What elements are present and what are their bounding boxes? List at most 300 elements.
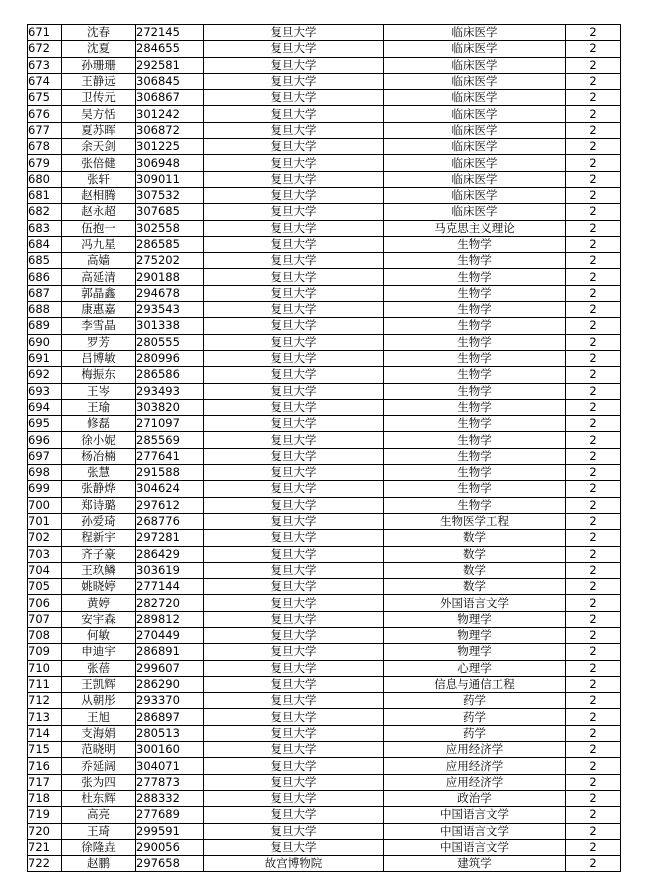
institution-cell: 复旦大学 xyxy=(204,139,384,155)
table-row xyxy=(28,465,621,481)
major-cell: 生物学 xyxy=(384,399,566,415)
major-cell: 临床医学 xyxy=(384,204,566,220)
name-cell: 孙珊珊 xyxy=(62,57,136,73)
table-row xyxy=(28,334,621,350)
name-cell: 王旭 xyxy=(62,709,136,725)
count-cell: 2 xyxy=(566,187,621,203)
institution-cell: 复旦大学 xyxy=(204,171,384,187)
institution-cell: 复旦大学 xyxy=(204,302,384,318)
institution-cell: 复旦大学 xyxy=(204,204,384,220)
count-cell: 2 xyxy=(566,627,621,643)
table-row xyxy=(28,57,621,73)
row-index-cell: 683 xyxy=(28,220,62,236)
number-cell: 271097 xyxy=(136,416,204,432)
major-cell: 生物学 xyxy=(384,383,566,399)
major-cell: 中国语言文学 xyxy=(384,807,566,823)
name-cell: 王琦 xyxy=(62,823,136,839)
table-row xyxy=(28,611,621,627)
number-cell: 301338 xyxy=(136,318,204,334)
institution-cell: 复旦大学 xyxy=(204,660,384,676)
row-index-cell: 707 xyxy=(28,611,62,627)
institution-cell: 复旦大学 xyxy=(204,513,384,529)
institution-cell: 复旦大学 xyxy=(204,546,384,562)
major-cell: 临床医学 xyxy=(384,139,566,155)
count-cell: 2 xyxy=(566,546,621,562)
number-cell: 277873 xyxy=(136,774,204,790)
table-row xyxy=(28,497,621,513)
count-cell: 2 xyxy=(566,579,621,595)
name-cell: 张蓓 xyxy=(62,660,136,676)
row-index-cell: 709 xyxy=(28,644,62,660)
major-cell: 数学 xyxy=(384,530,566,546)
count-cell: 2 xyxy=(566,350,621,366)
number-cell: 301242 xyxy=(136,106,204,122)
major-cell: 生物学 xyxy=(384,416,566,432)
number-cell: 309011 xyxy=(136,171,204,187)
count-cell: 2 xyxy=(566,73,621,89)
name-cell: 齐子豪 xyxy=(62,546,136,562)
number-cell: 277689 xyxy=(136,807,204,823)
institution-cell: 复旦大学 xyxy=(204,595,384,611)
table-row xyxy=(28,350,621,366)
major-cell: 生物学 xyxy=(384,497,566,513)
row-index-cell: 720 xyxy=(28,823,62,839)
name-cell: 安宇森 xyxy=(62,611,136,627)
name-cell: 张慧 xyxy=(62,465,136,481)
institution-cell: 复旦大学 xyxy=(204,432,384,448)
major-cell: 生物学 xyxy=(384,334,566,350)
row-index-cell: 713 xyxy=(28,709,62,725)
number-cell: 289812 xyxy=(136,611,204,627)
row-index-cell: 703 xyxy=(28,546,62,562)
name-cell: 张轩 xyxy=(62,171,136,187)
count-cell: 2 xyxy=(566,676,621,692)
number-cell: 306872 xyxy=(136,122,204,138)
major-cell: 数学 xyxy=(384,562,566,578)
institution-cell: 复旦大学 xyxy=(204,122,384,138)
number-cell: 291588 xyxy=(136,465,204,481)
major-cell: 生物学 xyxy=(384,285,566,301)
major-cell: 临床医学 xyxy=(384,171,566,187)
table-row xyxy=(28,25,621,41)
row-index-cell: 712 xyxy=(28,693,62,709)
row-index-cell: 719 xyxy=(28,807,62,823)
name-cell: 高亮 xyxy=(62,807,136,823)
major-cell: 建筑学 xyxy=(384,856,566,872)
row-index-cell: 682 xyxy=(28,204,62,220)
institution-cell: 复旦大学 xyxy=(204,562,384,578)
count-cell: 2 xyxy=(566,155,621,171)
count-cell: 2 xyxy=(566,725,621,741)
name-cell: 王静远 xyxy=(62,73,136,89)
count-cell: 2 xyxy=(566,253,621,269)
major-cell: 马克思主义理论 xyxy=(384,220,566,236)
number-cell: 299607 xyxy=(136,660,204,676)
count-cell: 2 xyxy=(566,139,621,155)
name-cell: 杜东辉 xyxy=(62,790,136,806)
table-row xyxy=(28,383,621,399)
row-index-cell: 714 xyxy=(28,725,62,741)
number-cell: 282720 xyxy=(136,595,204,611)
number-cell: 286429 xyxy=(136,546,204,562)
major-cell: 临床医学 xyxy=(384,90,566,106)
number-cell: 306845 xyxy=(136,73,204,89)
table-row xyxy=(28,73,621,89)
name-cell: 张为四 xyxy=(62,774,136,790)
table-row xyxy=(28,285,621,301)
number-cell: 297281 xyxy=(136,530,204,546)
major-cell: 物理学 xyxy=(384,611,566,627)
table-row xyxy=(28,432,621,448)
institution-cell: 复旦大学 xyxy=(204,416,384,432)
name-cell: 徐小妮 xyxy=(62,432,136,448)
name-cell: 王玖鳞 xyxy=(62,562,136,578)
major-cell: 应用经济学 xyxy=(384,774,566,790)
institution-cell: 复旦大学 xyxy=(204,367,384,383)
name-cell: 夏苏晖 xyxy=(62,122,136,138)
count-cell: 2 xyxy=(566,839,621,855)
count-cell: 2 xyxy=(566,709,621,725)
table-row xyxy=(28,139,621,155)
count-cell: 2 xyxy=(566,823,621,839)
count-cell: 2 xyxy=(566,530,621,546)
table-row xyxy=(28,693,621,709)
table-row xyxy=(28,823,621,839)
row-index-cell: 702 xyxy=(28,530,62,546)
major-cell: 生物学 xyxy=(384,236,566,252)
row-index-cell: 679 xyxy=(28,155,62,171)
row-index-cell: 716 xyxy=(28,758,62,774)
major-cell: 临床医学 xyxy=(384,187,566,203)
major-cell: 数学 xyxy=(384,579,566,595)
number-cell: 300160 xyxy=(136,742,204,758)
count-cell: 2 xyxy=(566,644,621,660)
row-index-cell: 684 xyxy=(28,236,62,252)
row-index-cell: 690 xyxy=(28,334,62,350)
number-cell: 285569 xyxy=(136,432,204,448)
row-index-cell: 704 xyxy=(28,562,62,578)
name-cell: 杨冶楠 xyxy=(62,448,136,464)
institution-cell: 复旦大学 xyxy=(204,627,384,643)
institution-cell: 复旦大学 xyxy=(204,465,384,481)
count-cell: 2 xyxy=(566,611,621,627)
row-index-cell: 694 xyxy=(28,399,62,415)
major-cell: 物理学 xyxy=(384,627,566,643)
name-cell: 郑诗璐 xyxy=(62,497,136,513)
count-cell: 2 xyxy=(566,416,621,432)
table-row xyxy=(28,579,621,595)
institution-cell: 复旦大学 xyxy=(204,693,384,709)
roster-body xyxy=(28,25,621,872)
row-index-cell: 696 xyxy=(28,432,62,448)
name-cell: 申迪宇 xyxy=(62,644,136,660)
major-cell: 药学 xyxy=(384,709,566,725)
table-row xyxy=(28,562,621,578)
number-cell: 280555 xyxy=(136,334,204,350)
row-index-cell: 677 xyxy=(28,122,62,138)
count-cell: 2 xyxy=(566,807,621,823)
institution-cell: 复旦大学 xyxy=(204,269,384,285)
count-cell: 2 xyxy=(566,106,621,122)
number-cell: 299591 xyxy=(136,823,204,839)
table-row xyxy=(28,269,621,285)
table-row xyxy=(28,106,621,122)
major-cell: 生物学 xyxy=(384,269,566,285)
count-cell: 2 xyxy=(566,742,621,758)
major-cell: 临床医学 xyxy=(384,41,566,57)
institution-cell: 复旦大学 xyxy=(204,709,384,725)
name-cell: 赵相腾 xyxy=(62,187,136,203)
major-cell: 应用经济学 xyxy=(384,758,566,774)
row-index-cell: 673 xyxy=(28,57,62,73)
count-cell: 2 xyxy=(566,758,621,774)
institution-cell: 复旦大学 xyxy=(204,318,384,334)
row-index-cell: 722 xyxy=(28,856,62,872)
major-cell: 物理学 xyxy=(384,644,566,660)
major-cell: 临床医学 xyxy=(384,155,566,171)
name-cell: 姚晓婷 xyxy=(62,579,136,595)
table-row xyxy=(28,318,621,334)
institution-cell: 复旦大学 xyxy=(204,611,384,627)
institution-cell: 复旦大学 xyxy=(204,448,384,464)
major-cell: 临床医学 xyxy=(384,106,566,122)
name-cell: 余天剑 xyxy=(62,139,136,155)
table-row xyxy=(28,448,621,464)
number-cell: 306867 xyxy=(136,90,204,106)
table-row xyxy=(28,546,621,562)
count-cell: 2 xyxy=(566,204,621,220)
name-cell: 高延清 xyxy=(62,269,136,285)
table-row xyxy=(28,725,621,741)
number-cell: 293370 xyxy=(136,693,204,709)
count-cell: 2 xyxy=(566,497,621,513)
number-cell: 275202 xyxy=(136,253,204,269)
institution-cell: 复旦大学 xyxy=(204,579,384,595)
row-index-cell: 710 xyxy=(28,660,62,676)
number-cell: 268776 xyxy=(136,513,204,529)
institution-cell: 复旦大学 xyxy=(204,725,384,741)
table-row xyxy=(28,530,621,546)
major-cell: 药学 xyxy=(384,725,566,741)
institution-cell: 复旦大学 xyxy=(204,253,384,269)
row-index-cell: 674 xyxy=(28,73,62,89)
row-index-cell: 700 xyxy=(28,497,62,513)
number-cell: 290056 xyxy=(136,839,204,855)
institution-cell: 复旦大学 xyxy=(204,823,384,839)
institution-cell: 复旦大学 xyxy=(204,790,384,806)
count-cell: 2 xyxy=(566,90,621,106)
row-index-cell: 686 xyxy=(28,269,62,285)
table-row xyxy=(28,41,621,57)
number-cell: 286290 xyxy=(136,676,204,692)
number-cell: 288332 xyxy=(136,790,204,806)
institution-cell: 复旦大学 xyxy=(204,41,384,57)
institution-cell: 复旦大学 xyxy=(204,497,384,513)
name-cell: 赵永超 xyxy=(62,204,136,220)
number-cell: 297612 xyxy=(136,497,204,513)
name-cell: 张倍健 xyxy=(62,155,136,171)
institution-cell: 复旦大学 xyxy=(204,676,384,692)
major-cell: 临床医学 xyxy=(384,25,566,41)
major-cell: 中国语言文学 xyxy=(384,823,566,839)
count-cell: 2 xyxy=(566,41,621,57)
number-cell: 304624 xyxy=(136,481,204,497)
institution-cell: 复旦大学 xyxy=(204,334,384,350)
row-index-cell: 717 xyxy=(28,774,62,790)
count-cell: 2 xyxy=(566,432,621,448)
row-index-cell: 692 xyxy=(28,367,62,383)
name-cell: 高嫱 xyxy=(62,253,136,269)
name-cell: 郭晶鑫 xyxy=(62,285,136,301)
count-cell: 2 xyxy=(566,171,621,187)
major-cell: 应用经济学 xyxy=(384,742,566,758)
institution-cell: 复旦大学 xyxy=(204,481,384,497)
number-cell: 286891 xyxy=(136,644,204,660)
name-cell: 张静烨 xyxy=(62,481,136,497)
number-cell: 277641 xyxy=(136,448,204,464)
name-cell: 程新宇 xyxy=(62,530,136,546)
institution-cell: 复旦大学 xyxy=(204,774,384,790)
institution-cell: 复旦大学 xyxy=(204,530,384,546)
name-cell: 李雪晶 xyxy=(62,318,136,334)
table-row xyxy=(28,660,621,676)
roster-table xyxy=(27,24,621,872)
number-cell: 292581 xyxy=(136,57,204,73)
major-cell: 生物学 xyxy=(384,448,566,464)
number-cell: 280996 xyxy=(136,350,204,366)
number-cell: 284655 xyxy=(136,41,204,57)
name-cell: 乔延阔 xyxy=(62,758,136,774)
institution-cell: 复旦大学 xyxy=(204,839,384,855)
table-row xyxy=(28,220,621,236)
row-index-cell: 699 xyxy=(28,481,62,497)
major-cell: 生物学 xyxy=(384,350,566,366)
count-cell: 2 xyxy=(566,383,621,399)
name-cell: 康惠嘉 xyxy=(62,302,136,318)
name-cell: 伍抱一 xyxy=(62,220,136,236)
count-cell: 2 xyxy=(566,122,621,138)
major-cell: 药学 xyxy=(384,693,566,709)
count-cell: 2 xyxy=(566,220,621,236)
institution-cell: 复旦大学 xyxy=(204,220,384,236)
name-cell: 吴方恬 xyxy=(62,106,136,122)
row-index-cell: 701 xyxy=(28,513,62,529)
institution-cell: 复旦大学 xyxy=(204,90,384,106)
number-cell: 294678 xyxy=(136,285,204,301)
row-index-cell: 688 xyxy=(28,302,62,318)
number-cell: 286585 xyxy=(136,236,204,252)
major-cell: 生物学 xyxy=(384,481,566,497)
count-cell: 2 xyxy=(566,269,621,285)
number-cell: 304071 xyxy=(136,758,204,774)
institution-cell: 复旦大学 xyxy=(204,155,384,171)
count-cell: 2 xyxy=(566,285,621,301)
major-cell: 政治学 xyxy=(384,790,566,806)
table-row xyxy=(28,758,621,774)
count-cell: 2 xyxy=(566,399,621,415)
count-cell: 2 xyxy=(566,562,621,578)
name-cell: 梅振东 xyxy=(62,367,136,383)
table-row xyxy=(28,155,621,171)
number-cell: 307532 xyxy=(136,187,204,203)
institution-cell: 复旦大学 xyxy=(204,25,384,41)
number-cell: 293543 xyxy=(136,302,204,318)
table-row xyxy=(28,513,621,529)
table-row xyxy=(28,399,621,415)
major-cell: 生物学 xyxy=(384,465,566,481)
table-row xyxy=(28,204,621,220)
row-index-cell: 685 xyxy=(28,253,62,269)
number-cell: 277144 xyxy=(136,579,204,595)
institution-cell: 复旦大学 xyxy=(204,807,384,823)
row-index-cell: 711 xyxy=(28,676,62,692)
name-cell: 黄婷 xyxy=(62,595,136,611)
table-row xyxy=(28,676,621,692)
name-cell: 范晓明 xyxy=(62,742,136,758)
major-cell: 信息与通信工程 xyxy=(384,676,566,692)
row-index-cell: 689 xyxy=(28,318,62,334)
major-cell: 生物学 xyxy=(384,432,566,448)
count-cell: 2 xyxy=(566,481,621,497)
name-cell: 孙爱琦 xyxy=(62,513,136,529)
row-index-cell: 681 xyxy=(28,187,62,203)
count-cell: 2 xyxy=(566,465,621,481)
row-index-cell: 693 xyxy=(28,383,62,399)
institution-cell: 复旦大学 xyxy=(204,106,384,122)
row-index-cell: 698 xyxy=(28,465,62,481)
number-cell: 286586 xyxy=(136,367,204,383)
row-index-cell: 671 xyxy=(28,25,62,41)
major-cell: 心理学 xyxy=(384,660,566,676)
table-row xyxy=(28,856,621,872)
name-cell: 支海娟 xyxy=(62,725,136,741)
number-cell: 280513 xyxy=(136,725,204,741)
name-cell: 徐隆垚 xyxy=(62,839,136,855)
number-cell: 272145 xyxy=(136,25,204,41)
count-cell: 2 xyxy=(566,236,621,252)
institution-cell: 复旦大学 xyxy=(204,73,384,89)
name-cell: 赵鹏 xyxy=(62,856,136,872)
table-row xyxy=(28,122,621,138)
table-row xyxy=(28,627,621,643)
major-cell: 中国语言文学 xyxy=(384,839,566,855)
count-cell: 2 xyxy=(566,367,621,383)
name-cell: 修磊 xyxy=(62,416,136,432)
table-row xyxy=(28,790,621,806)
count-cell: 2 xyxy=(566,302,621,318)
name-cell: 冯九星 xyxy=(62,236,136,252)
number-cell: 301225 xyxy=(136,139,204,155)
count-cell: 2 xyxy=(566,595,621,611)
institution-cell: 复旦大学 xyxy=(204,350,384,366)
row-index-cell: 675 xyxy=(28,90,62,106)
institution-cell: 故宫博物院 xyxy=(204,856,384,872)
count-cell: 2 xyxy=(566,774,621,790)
table-row xyxy=(28,253,621,269)
major-cell: 生物学 xyxy=(384,318,566,334)
table-row xyxy=(28,774,621,790)
row-index-cell: 715 xyxy=(28,742,62,758)
table-row xyxy=(28,481,621,497)
institution-cell: 复旦大学 xyxy=(204,758,384,774)
row-index-cell: 718 xyxy=(28,790,62,806)
number-cell: 297658 xyxy=(136,856,204,872)
name-cell: 沈夏 xyxy=(62,41,136,57)
institution-cell: 复旦大学 xyxy=(204,236,384,252)
institution-cell: 复旦大学 xyxy=(204,187,384,203)
major-cell: 生物医学工程 xyxy=(384,513,566,529)
table-row xyxy=(28,171,621,187)
